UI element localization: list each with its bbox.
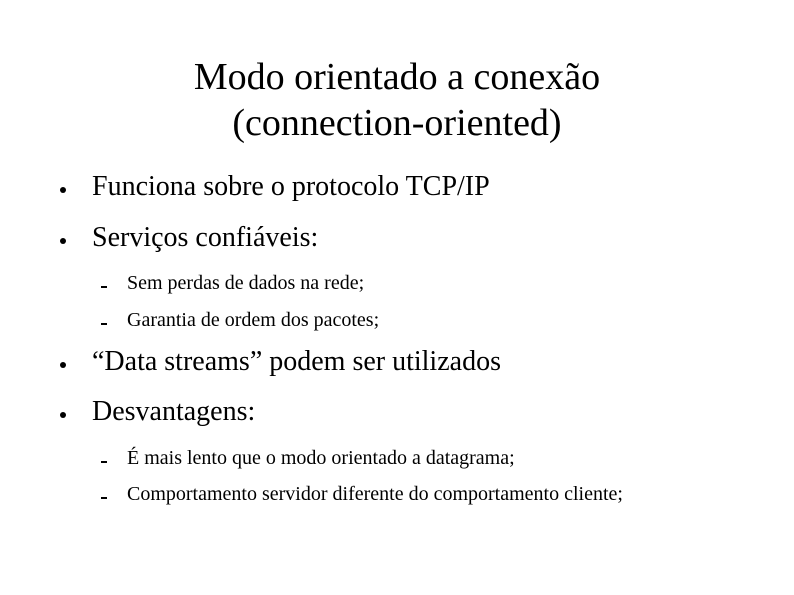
bullet-dot-icon bbox=[60, 187, 66, 193]
sub-bullet-text: Comportamento servidor diferente do comportamento cliente; bbox=[127, 483, 623, 505]
sub-bullet-text: Sem perdas de dados na rede; bbox=[127, 272, 365, 294]
bullet-dot-icon bbox=[60, 238, 66, 244]
bullet-text: Serviços confiáveis: bbox=[92, 222, 319, 253]
sub-bullet-text: Garantia de ordem dos pacotes; bbox=[127, 309, 380, 331]
slide-title-line-1: Modo orientado a conexão bbox=[193, 56, 601, 98]
slide-title bbox=[0, 54, 794, 146]
bullet-dot-icon bbox=[60, 412, 66, 418]
bullet-text: “Data streams” podem ser utilizados bbox=[92, 346, 501, 377]
dash-icon bbox=[101, 461, 107, 463]
bullet-dot-icon bbox=[60, 362, 66, 368]
bullet-text: Funciona sobre o protocolo TCP/IP bbox=[92, 171, 490, 202]
dash-icon bbox=[101, 323, 107, 325]
dash-icon bbox=[101, 497, 107, 499]
sub-bullet-text: É mais lento que o modo orientado a datagrama; bbox=[127, 447, 515, 469]
bullet-text: Desvantagens: bbox=[92, 396, 256, 427]
dash-icon bbox=[101, 286, 107, 288]
slide-title-line-2: (connection-oriented) bbox=[232, 102, 562, 144]
